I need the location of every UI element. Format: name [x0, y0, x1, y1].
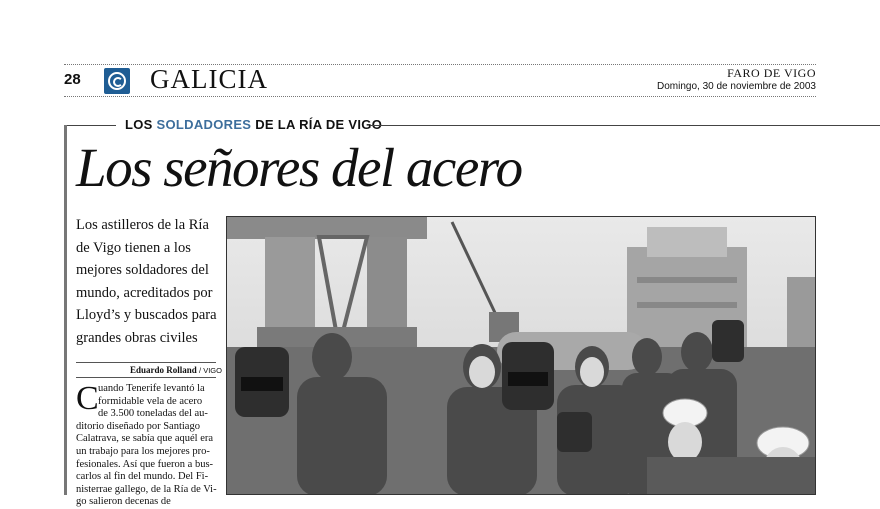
kicker-part1: LOS	[125, 117, 157, 132]
lede-line: mundo, acreditados por	[76, 284, 213, 301]
faro-logo-icon	[104, 68, 130, 94]
dropcap: C	[76, 380, 99, 417]
article-body	[76, 380, 218, 509]
body-line: un trabajo para los mejores pro-	[76, 445, 210, 457]
lede-line: grandes obras civiles	[76, 329, 198, 346]
kicker-highlight: SOLDADORES	[156, 117, 252, 132]
body-line: fesionales. Así que fueron a bus-	[76, 458, 214, 470]
byline	[130, 365, 222, 375]
body-line: ditorio diseñado por Santiago	[76, 420, 200, 432]
byline-rule-top	[76, 362, 216, 363]
lede-line: de Vigo tienen a los	[76, 239, 191, 256]
kicker-part2: DE LA RÍA DE VIGO	[251, 117, 383, 132]
body-line: formidable vela de acero	[98, 395, 203, 407]
byline-author: Eduardo Rolland	[130, 365, 197, 375]
article-vertical-rule	[64, 125, 67, 495]
kicker-rule-left	[64, 125, 116, 126]
headline: Los señores del acero	[76, 137, 522, 198]
newspaper-name: FARO DE VIGO	[727, 66, 816, 80]
issue-date: Domingo, 30 de noviembre de 2003	[657, 81, 816, 92]
body-line: de 3.500 toneladas del au-	[98, 408, 208, 420]
lede-line: mejores soldadores del	[76, 262, 209, 278]
body-line: go salieron decenas de	[76, 496, 171, 508]
page-number: 28	[64, 71, 81, 88]
byline-rule-bottom	[76, 377, 216, 378]
lede-line: Lloyd’s y buscados para	[76, 307, 217, 323]
byline-place: / VIGO	[199, 366, 222, 375]
kicker	[125, 117, 382, 132]
kicker-rule-right	[370, 125, 880, 126]
welders-photo	[226, 216, 816, 495]
lede-line: Los astilleros de la Ría	[76, 217, 209, 233]
section-title: GALICIA	[150, 64, 268, 94]
header-bottom-rule	[64, 96, 816, 97]
body-line: uando Tenerife levantó la	[98, 383, 205, 394]
lede	[76, 214, 226, 349]
body-line: Calatrava, se sabía que aquél era	[76, 433, 214, 445]
welders-shipyard-photo-icon	[227, 217, 816, 495]
body-line: nisterrae gallego, de la Ría de Vi-	[76, 483, 217, 495]
body-line: carlos al fin del mundo. Del Fi-	[76, 471, 209, 483]
